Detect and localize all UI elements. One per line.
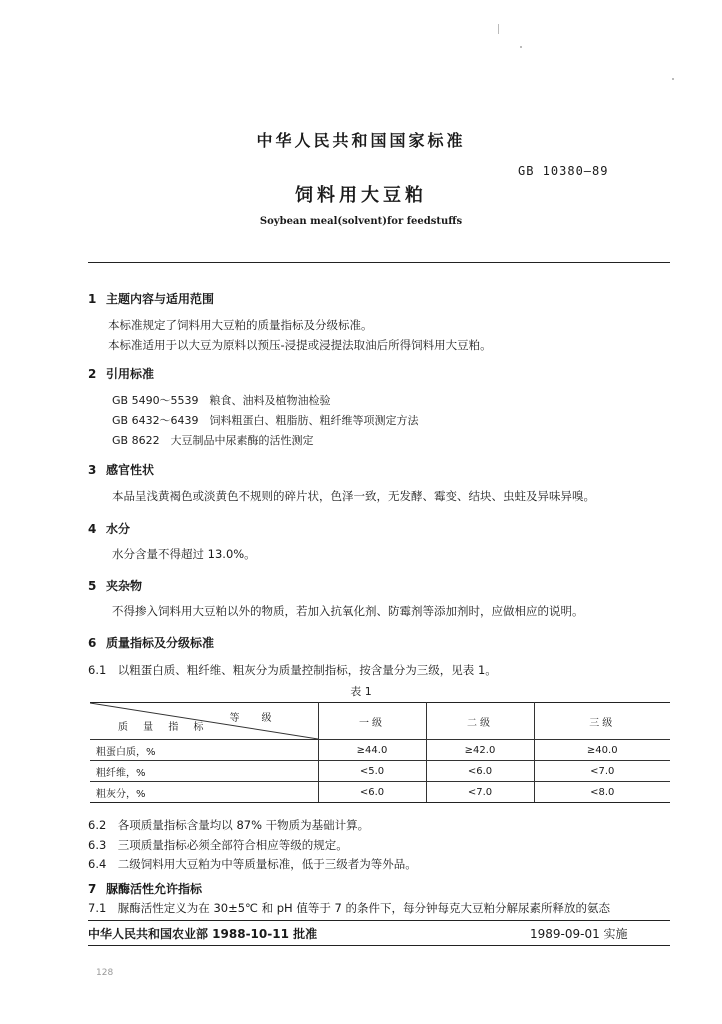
approval-line: 中华人民共和国农业部 1988-10-11 批准 (88, 927, 318, 941)
section-6-heading (88, 634, 214, 651)
table-row (90, 782, 670, 803)
corner-label-index: 质 量 指 标 (118, 722, 210, 733)
table-corner-cell (90, 703, 318, 740)
reference-item: GB 8622 大豆制品中尿素酶的活性测定 (112, 434, 314, 447)
section-title: 水分 (106, 522, 131, 536)
scan-mark (672, 78, 674, 80)
grade-header: 一级 (318, 703, 426, 740)
section-number: 3 (88, 463, 97, 477)
row-label: 粗纤维，% (90, 761, 318, 782)
scan-mark (520, 46, 522, 48)
section-number: 2 (88, 367, 97, 381)
section-5-heading (88, 577, 142, 594)
table-cell: <6.0 (318, 782, 426, 803)
reference-item: GB 5490～5539 粮食、油料及植物油检验 (112, 394, 331, 407)
section-3-heading (88, 461, 154, 478)
section-2-heading (88, 365, 154, 382)
clause-6-4: 6.4 二级饲料用大豆粕为中等质量标准，低于三级者为等外品。 (88, 857, 417, 871)
paragraph: 本品呈浅黄褐色或淡黄色不规则的碎片状，色泽一致，无发酵、霉变、结块、虫蛀及异味异嗅。 (112, 489, 595, 503)
section-number: 5 (88, 579, 97, 593)
scan-mark (498, 24, 499, 34)
document-subtitle: Soybean meal(solvent)for feedstuffs (259, 216, 463, 227)
clause-6-3: 6.3 三项质量指标必须全部符合相应等级的规定。 (88, 838, 348, 852)
section-7-heading (88, 880, 202, 897)
footer-rule (88, 920, 670, 921)
table-cell: <8.0 (534, 782, 670, 803)
table-cell: <7.0 (534, 761, 670, 782)
paragraph: 本标准适用于以大豆为原料以预压-浸提或浸提法取油后所得饲料用大豆粕。 (108, 338, 492, 352)
paragraph: 不得掺入饲料用大豆粕以外的物质，若加入抗氧化剂、防霉剂等添加剂时，应做相应的说明。 (112, 604, 584, 618)
table-row (90, 761, 670, 782)
standard-number: GB 10380—89 (518, 164, 609, 178)
section-4-heading (88, 520, 130, 537)
table-header-row (90, 703, 670, 740)
table-cell: <6.0 (426, 761, 534, 782)
page-number: 128 (96, 968, 114, 978)
section-title: 脲酶活性允许指标 (106, 882, 203, 896)
section-title: 感官性状 (106, 463, 155, 477)
org-title: 中华人民共和国国家标准 (256, 131, 466, 150)
section-title: 引用标准 (106, 367, 155, 381)
clause-6-2: 6.2 各项质量指标含量均以 87% 干物质为基础计算。 (88, 818, 370, 832)
grade-header: 二级 (426, 703, 534, 740)
section-number: 1 (88, 292, 97, 306)
document-title: 饲料用大豆粕 (295, 185, 427, 206)
table-cell: <7.0 (426, 782, 534, 803)
clause-7-1: 7.1 脲酶活性定义为在 30±5℃ 和 pH 值等于 7 的条件下，每分钟每克大豆粕分解尿素所释放的氨态 (88, 901, 610, 915)
row-label: 粗灰分，% (90, 782, 318, 803)
header-rule (88, 262, 670, 263)
quality-grade-table (90, 702, 670, 803)
section-title: 夹杂物 (106, 579, 143, 593)
effective-date: 1989-09-01 实施 (530, 927, 628, 941)
section-number: 7 (88, 882, 97, 896)
table-cell: ≥40.0 (534, 740, 670, 761)
row-label: 粗蛋白质，% (90, 740, 318, 761)
table-cell: ≥44.0 (318, 740, 426, 761)
footer-bottom-rule (88, 945, 670, 946)
section-number: 4 (88, 522, 97, 536)
section-1-heading (88, 290, 214, 307)
grade-header: 三级 (534, 703, 670, 740)
paragraph: 水分含量不得超过 13.0%。 (112, 547, 256, 561)
section-title: 质量指标及分级标准 (106, 636, 215, 650)
table-cell: <5.0 (318, 761, 426, 782)
reference-item: GB 6432～6439 饲料粗蛋白、粗脂肪、粗纤维等项测定方法 (112, 414, 419, 427)
clause-6-1: 6.1 以粗蛋白质、粗纤维、粗灰分为质量控制指标，按含量分为三级，见表 1。 (88, 663, 497, 677)
section-number: 6 (88, 636, 97, 650)
table-row (90, 740, 670, 761)
table-caption: 表 1 (350, 685, 372, 698)
corner-label-grade: 等 级 (229, 713, 278, 724)
table-cell: ≥42.0 (426, 740, 534, 761)
paragraph: 本标准规定了饲料用大豆粕的质量指标及分级标准。 (108, 318, 373, 332)
section-title: 主题内容与适用范围 (106, 292, 215, 306)
